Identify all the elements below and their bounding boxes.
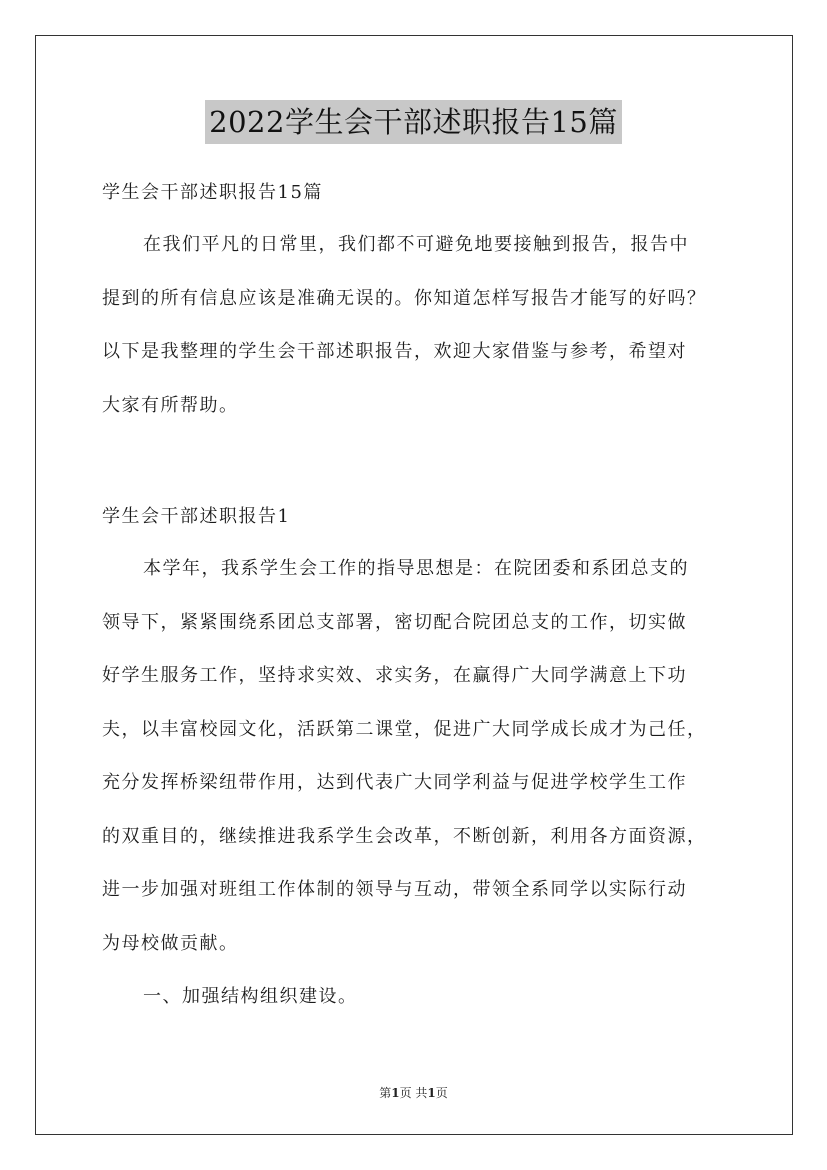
text-line: 在我们平凡的日常里，我们都不可避免地要接触到报告，报告中 [143, 234, 689, 255]
text-line: 充分发挥桥梁纽带作用，达到代表广大同学利益与促进学校学生工作 [102, 772, 687, 793]
text-line: 为母校做贡献。 [102, 932, 239, 954]
text-line: 进一步加强对班组工作体制的领导与互动，带领全系同学以实际行动 [102, 879, 687, 900]
text-line: 好学生服务工作，坚持求实效、求实务，在赢得广大同学满意上下功 [102, 665, 687, 686]
point-heading: 一、加强结构组织建设。 [143, 986, 358, 1007]
text-line: 本学年，我系学生会工作的指导思想是：在院团委和系团总支的 [143, 558, 689, 579]
footer-prefix: 第 [379, 1086, 392, 1100]
title-wrapper [0, 100, 827, 144]
text-line: 夫，以丰富校园文化，活跃第二课堂，促进广大同学成长成才为己任， [102, 718, 707, 740]
current-page-number: 1 [391, 1086, 400, 1100]
intro-paragraph [102, 218, 742, 432]
total-page-number: 1 [427, 1086, 436, 1100]
document-body [102, 172, 742, 1024]
page-footer [0, 1084, 827, 1101]
footer-mid: 页 共 [399, 1086, 428, 1100]
section-paragraph [102, 542, 742, 970]
text-line: 提到的所有信息应该是准确无误的。你知道怎样写报告才能写的好吗？ [102, 287, 707, 309]
text-line: 领导下，紧紧围绕系团总支部署，密切配合院团总支的工作，切实做 [102, 611, 687, 633]
footer-suffix: 页 [435, 1086, 448, 1100]
text-line: 大家有所帮助。 [102, 394, 239, 416]
text-line: 以下是我整理的学生会干部述职报告，欢迎大家借鉴与参考，希望对 [102, 341, 687, 362]
section-heading: 学生会干部述职报告1 [102, 506, 291, 527]
text-line: 的双重目的，继续推进我系学生会改革，不断创新，利用各方面资源， [102, 825, 707, 847]
document-title: 2022学生会干部述职报告15篇 [205, 100, 622, 144]
document-subtitle: 学生会干部述职报告15篇 [102, 182, 323, 203]
